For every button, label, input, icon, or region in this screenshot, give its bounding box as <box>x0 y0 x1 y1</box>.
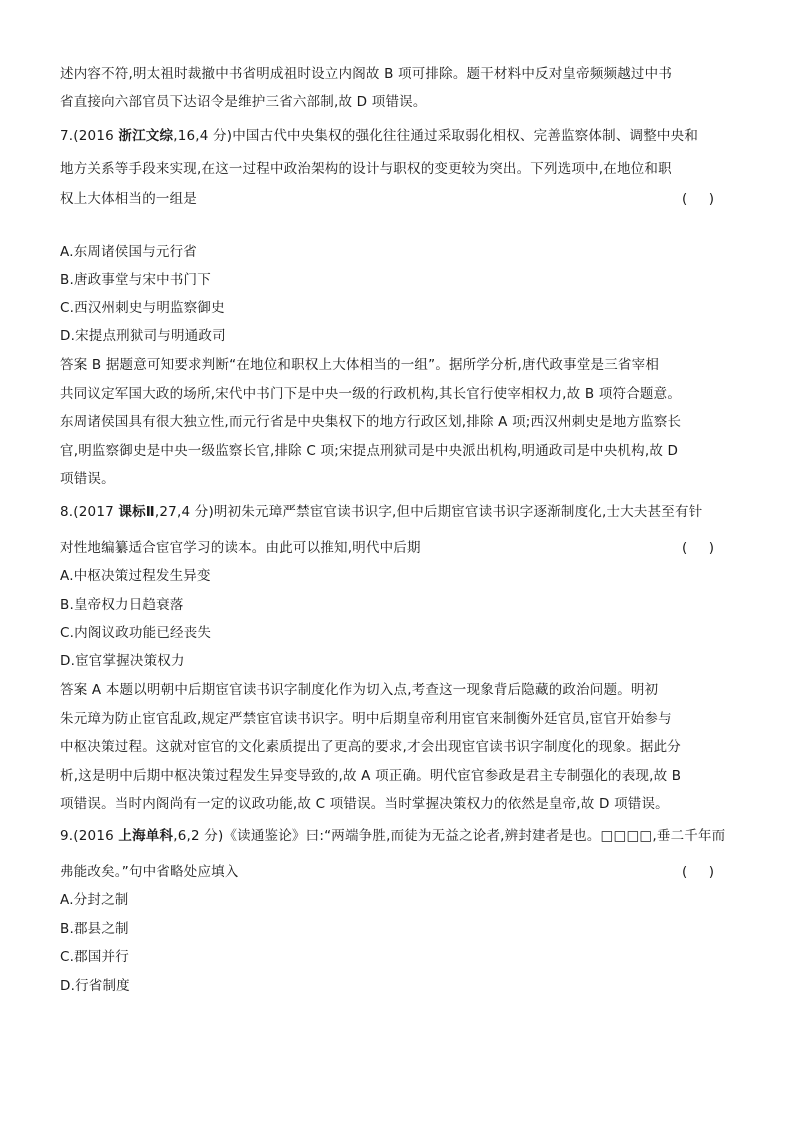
question-7-stem-line: 地方关系等手段来实现,在这一过程中政治架构的设计与职权的变更较为突出。下列选项中,在地位和职 <box>60 161 672 177</box>
question-7-stem: 7.(2016 浙江文综,16,4 分)中国古代中央集权的强化往往通过采取弱化相权、完善监察体制、调整中央和 <box>60 128 699 144</box>
option-a: A.东周诸侯国与元行省 <box>60 244 197 260</box>
answer-text-line: 述内容不符,明太祖时裁撤中书省明成祖时设立内阁故 B 项可排除。题干材料中反对皇帝频频越过中书 <box>60 66 673 82</box>
question-source: 课标Ⅱ <box>118 504 155 520</box>
answer-explanation: 答案 A 本题以明朝中后期宦官读书识字制度化作为切入点,考查这一现象背后隐藏的政治问题。明初 <box>60 682 659 698</box>
question-9-stem: 9.(2016 上海单科,6,2 分)《读通鉴论》曰:“两端争胜,而徒为无益之论者,辨封建者是也。□□□□,垂二千年而 <box>60 828 726 844</box>
option-c: C.西汉州刺史与明监察御史 <box>60 300 225 316</box>
answer-blank: ( ) <box>682 864 714 880</box>
option-c: C.内阁议政功能已经丧失 <box>60 625 212 641</box>
answer-explanation-line: 项错误。 <box>60 471 115 487</box>
option-b: B.皇帝权力日趋衰落 <box>60 597 184 613</box>
question-7-stem-line: 权上大体相当的一组是 <box>60 191 197 207</box>
question-8-stem-line: 对性地编纂适合宦官学习的读本。由此可以推知,明代中后期 <box>60 540 421 556</box>
option-d: D.行省制度 <box>60 978 130 994</box>
answer-explanation-line: 项错误。当时内阁尚有一定的议政功能,故 C 项错误。当时掌握决策权力的依然是皇帝,故 D 项错误。 <box>60 796 669 812</box>
answer-explanation: 答案 B 据题意可知要求判断“在地位和职权上大体相当的一组”。据所学分析,唐代政事堂是三省宰相 <box>60 357 660 373</box>
answer-explanation-line: 朱元璋为防止宦官乱政,规定严禁宦官读书识字。明中后期皇帝利用宦官来制衡外廷官员,宦官开始参与 <box>60 711 672 727</box>
answer-explanation-line: 官,明监察御史是中央一级监察长官,排除 C 项;宋提点刑狱司是中央派出机构,明通政司是中央机构,故 D <box>60 443 679 459</box>
answer-explanation-line: 析,这是明中后期中枢决策过程发生异变导致的,故 A 项正确。明代宦官参政是君主专制强化的表现,故 B <box>60 768 682 784</box>
question-source: 上海单科 <box>118 828 174 844</box>
option-d: D.宦官掌握决策权力 <box>60 653 185 669</box>
answer-explanation-line: 共同议定军国大政的场所,宋代中书门下是中央一级的行政机构,其长官行使宰相权力,故 B 项符合题意。 <box>60 386 682 402</box>
question-8-stem: 8.(2017 课标Ⅱ,27,4 分)明初朱元璋严禁宦官读书识字,但中后期宦官读书识字逐渐制度化,士大夫甚至有针 <box>60 504 703 520</box>
option-a: A.中枢决策过程发生异变 <box>60 568 211 584</box>
question-9-stem-line: 弗能改矣。”句中省略处应填入 <box>60 864 239 880</box>
option-b: B.唐政事堂与宋中书门下 <box>60 272 211 288</box>
question-source: 浙江文综 <box>118 128 174 144</box>
answer-explanation-line: 东周诸侯国具有很大独立性,而元行省是中央集权下的地方行政区划,排除 A 项;西汉州刺史是地方监察长 <box>60 414 682 430</box>
option-b: B.郡县之制 <box>60 921 129 937</box>
answer-blank: ( ) <box>682 191 714 207</box>
answer-explanation-line: 中枢决策过程。这就对宦官的文化素质提出了更高的要求,才会出现宦官读书识字制度化的现象。据此分 <box>60 739 681 755</box>
option-d: D.宋提点刑狱司与明通政司 <box>60 328 226 344</box>
answer-text-line: 省直接向六部官员下达诏令是维护三省六部制,故 D 项错误。 <box>60 94 427 110</box>
answer-blank: ( ) <box>682 540 714 556</box>
option-c: C.郡国并行 <box>60 949 129 965</box>
option-a: A.分封之制 <box>60 892 129 908</box>
